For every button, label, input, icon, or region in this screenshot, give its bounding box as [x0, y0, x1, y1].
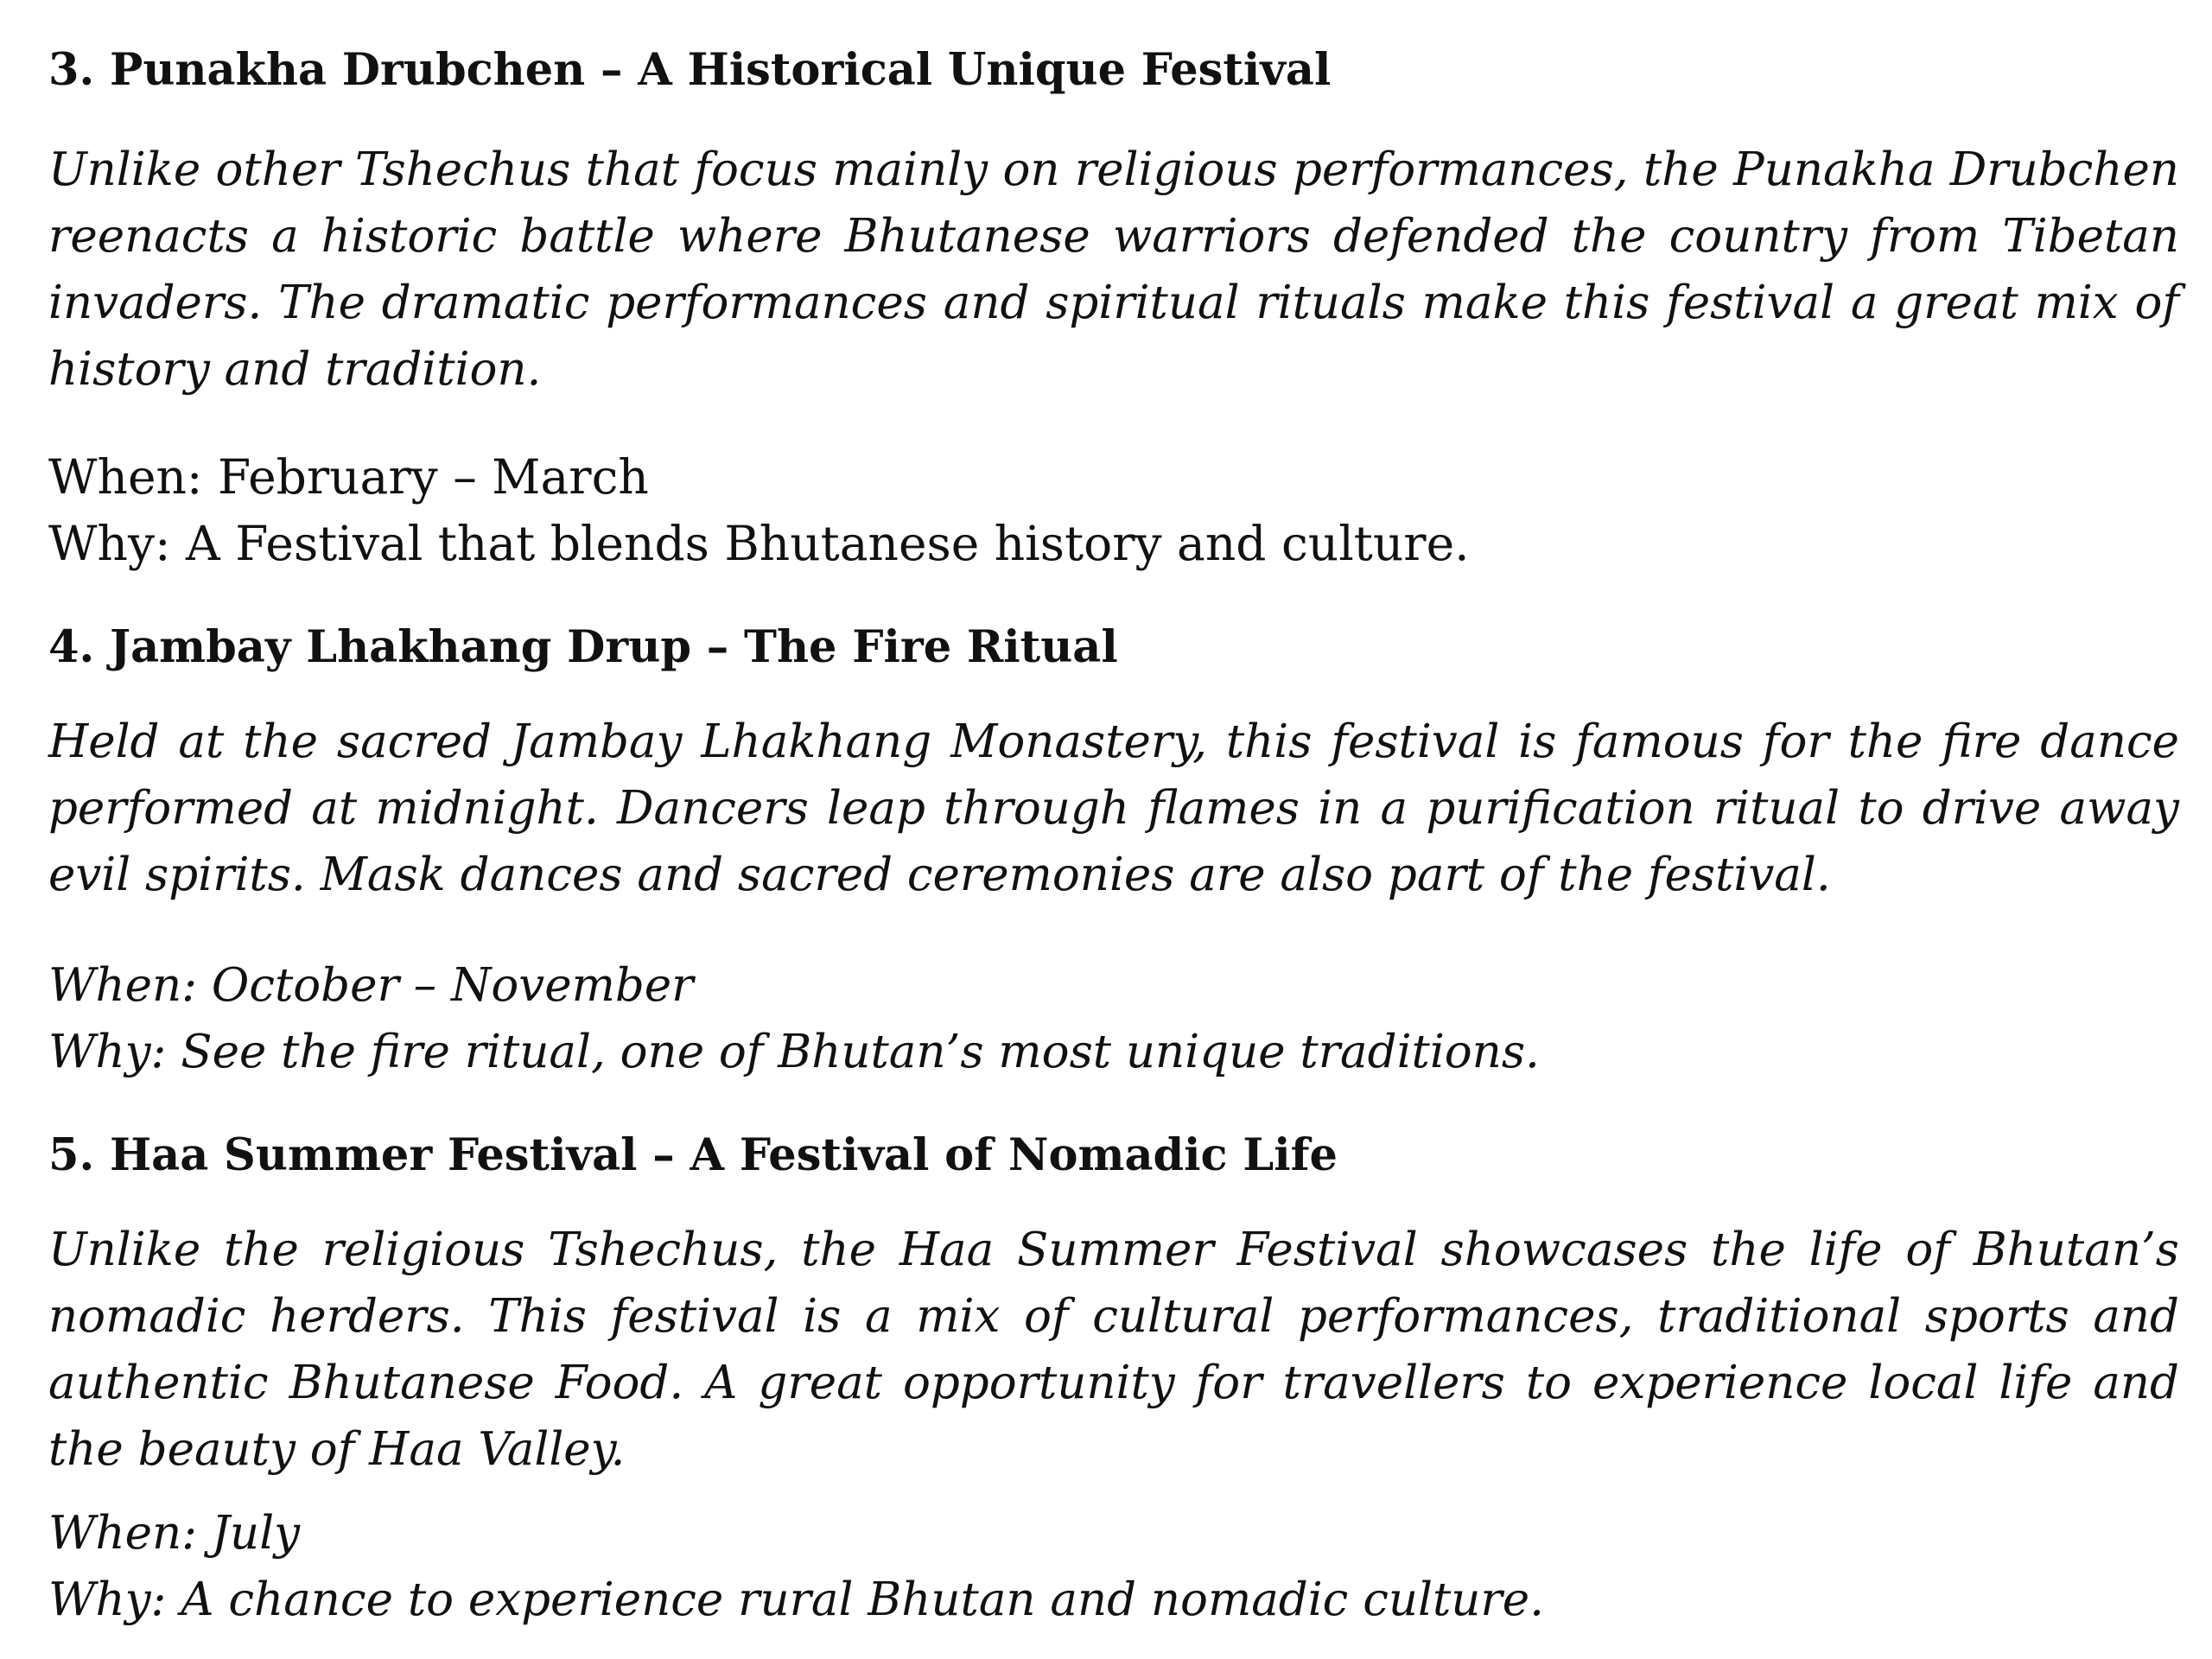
section-description: Held at the sacred Jambay Lhakhang Monastery, this festival is famous for the fire dance performed at midnight. Dancers leap through flames in a purification ritual to drive away evil spirits. Mask dances and sacred ceremonies are also part of the festival.	[48, 715, 2179, 901]
section-when-why	[48, 444, 1470, 577]
section-when-why	[48, 952, 1540, 1085]
when-text: When: July	[48, 1507, 301, 1560]
when-text: When: October – November	[48, 959, 694, 1012]
section-when-why	[48, 1500, 1544, 1633]
section-heading: 3. Punakha Drubchen – A Historical Unique Festival	[48, 44, 1332, 96]
why-text: Why: A chance to experience rural Bhutan and nomadic culture.	[48, 1573, 1544, 1626]
section-heading: 5. Haa Summer Festival – A Festival of Nomadic Life	[48, 1129, 1338, 1181]
section-heading: 4. Jambay Lhakhang Drup – The Fire Ritual	[48, 621, 1118, 673]
when-text: When: February – March	[48, 449, 649, 505]
why-text: Why: A Festival that blends Bhutanese history and culture.	[48, 516, 1470, 571]
section-description: Unlike other Tshechus that focus mainly on religious performances, the Punakha Drubchen reenacts a historic battle where Bhutanese warriors defended the country from Tibetan invaders. The dramatic performances and spiritual rituals make this festival a great mix of history and tradition.	[48, 143, 2179, 396]
why-text: Why: See the fire ritual, one of Bhutan’s most unique traditions.	[48, 1026, 1540, 1078]
section-description: Unlike the religious Tshechus, the Haa Summer Festival showcases the life of Bhutan’s nomadic herders. This festival is a mix of cultural performances, traditional sports and authentic Bhutanese Food. A great opportunity for travellers to experience local life and the beauty of Haa Valley.	[48, 1224, 2179, 1476]
